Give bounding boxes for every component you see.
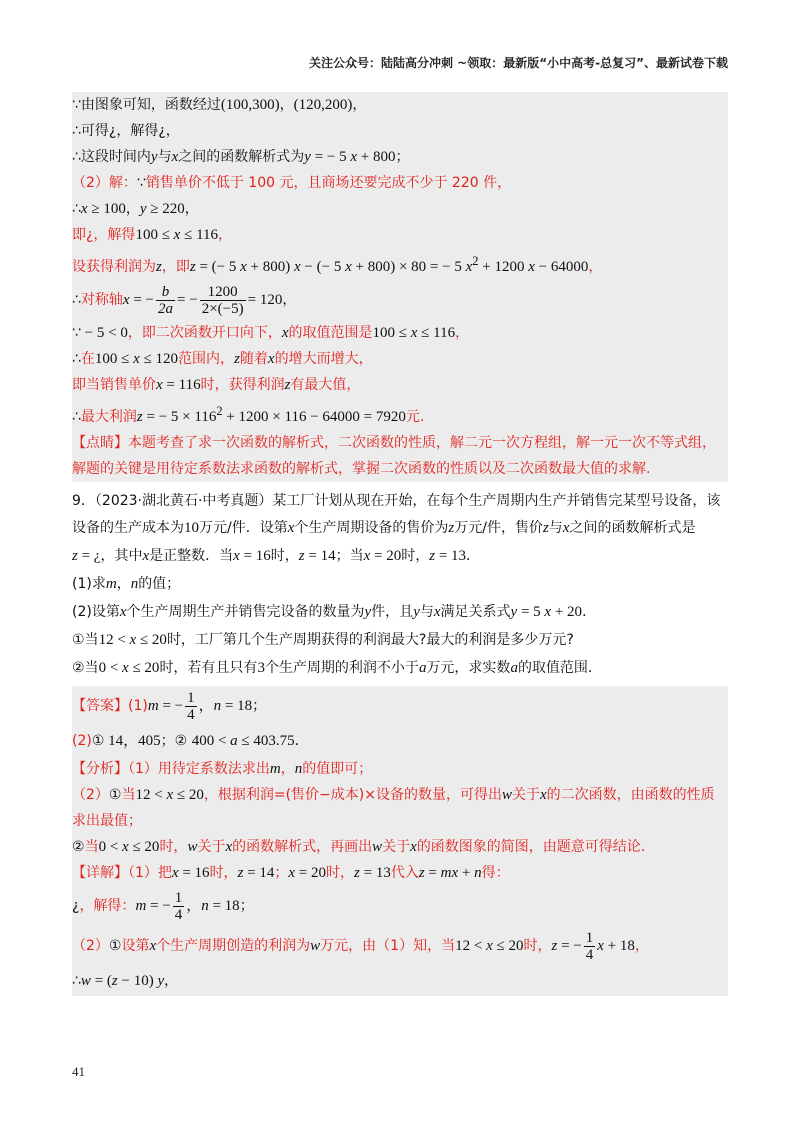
- text-line: ¿，解得：m = − $\frac{1}{4}$ ，n = 18；: [72, 890, 254, 924]
- text-line: ∴这段时间内y与x之间的函数解析式为y = − 5 x + 800；: [72, 149, 410, 165]
- text-line: ∴x ≥ 100，y ≥ 220，: [72, 201, 199, 217]
- text-line: 求出最值；: [72, 813, 142, 829]
- page-header: 关注公众号：陆陆高分冲刺 ~领取：最新版“小中高考-总复习”、最新试卷下载: [309, 56, 728, 70]
- text-line: ∴可得¿，解得¿，: [72, 123, 180, 139]
- text-line: ∴最大利润z = − $5 \times 116^2 + 1200 \times 116 - 64000 = 7920$元.: [72, 404, 425, 425]
- answer-block: [72, 686, 728, 996]
- text-line: 【点睛】本题考查了求一次函数的解析式，二次函数的性质，解二元一次方程组，解一元一次不等式组，: [72, 435, 716, 451]
- question-line: ①当12 < x ≤ 20时，工厂第几个生产周期获得的利润最大?最大的利润是多少万元?: [72, 632, 574, 648]
- text-line: ②当0 < x ≤ 20时，w关于x的函数解析式，再画出w关于x的函数图象的简图，由题意可得结论．: [72, 839, 655, 855]
- question-line: 9．（2023·湖北黄石·中考真题）某工厂计划从现在开始，在每个生产周期内生产并销售完某型号设备，该: [72, 493, 721, 509]
- text-line: 解题的关键是用待定系数法求函数的解析式，掌握二次函数的性质以及二次函数最大值的求解.: [72, 461, 651, 477]
- text-line: 【答案】(1)m = − $\frac{1}{4}$ ，n = 18；: [72, 690, 267, 724]
- text-line: 即当销售单价x = 116时，获得利润z有最大值，: [72, 377, 361, 393]
- question-line: (2)设第x个生产周期生产并销售完设备的数量为y件，且y与x满足关系式y = 5 x + 20．: [72, 604, 597, 620]
- text-line: 【详解】（1）把x = 16时，z = 14；x = 20时，z = 13代入z = mx + n得：: [72, 865, 510, 881]
- question-line: z = ¿，其中x是正整数．当x = 16时，z = 14；当x = 20时，z = 13．: [72, 548, 481, 564]
- question-line: ②当0 < x ≤ 20时，若有且只有3个生产周期的利润不小于a万元，求实数a的取值范围．: [72, 660, 602, 676]
- text-line: (2)① 14，405；② 400 < a ≤ 403.75．: [72, 733, 309, 749]
- text-line: （2）①当12 < x ≤ 20，根据利润=(售价−成本)×设备的数量，可得出w关于x的二次函数，由函数的性质: [72, 787, 715, 803]
- text-line: ∵ − 5 < 0，即二次函数开口向下，x的取值范围是100 ≤ x ≤ 116，: [72, 325, 470, 341]
- text-line: ∴在100 ≤ x ≤ 120范围内，z随着x的增大而增大，: [72, 351, 373, 367]
- question-line: (1)求m，n的值；: [72, 576, 181, 592]
- text-line: （2）解：∵销售单价不低于 100 元，且商场还要完成不少于 220 件，: [72, 175, 512, 191]
- question-line: 设备的生产成本为10万元/件．设第x个生产周期设备的售价为z万元/件，售价z与x之间的函数解析式是: [72, 520, 696, 536]
- solution-block: [72, 92, 728, 482]
- text-line: 【分析】（1）用待定系数法求出m，n的值即可；: [72, 761, 373, 777]
- document-body: [72, 92, 728, 996]
- page-number: 41: [72, 1064, 85, 1079]
- text-line: 设获得利润为z，即z = (− 5 x + 800) x − (− 5 x + 800) × 80 = − 5 $x^2 + 1200$ x − 64000，: [72, 254, 603, 275]
- text-line: （2）①设第x个生产周期创造的利润为w万元，由（1）知，当12 < x ≤ 20时，z = − $\frac{1}{4}$ x + 18，: [72, 930, 649, 964]
- text-line: 即¿，解得100 ≤ x ≤ 116，: [72, 227, 233, 243]
- text-line: ∴w = (z − 10) y，: [72, 973, 179, 989]
- text-line: ∵由图象可知，函数经过(100,300)，(120,200)，: [72, 97, 367, 113]
- text-line: ∴对称轴x = − $\frac{b}{2a}$ = − $\frac{1200}{2\times(-5)}$ = 120，: [72, 284, 297, 318]
